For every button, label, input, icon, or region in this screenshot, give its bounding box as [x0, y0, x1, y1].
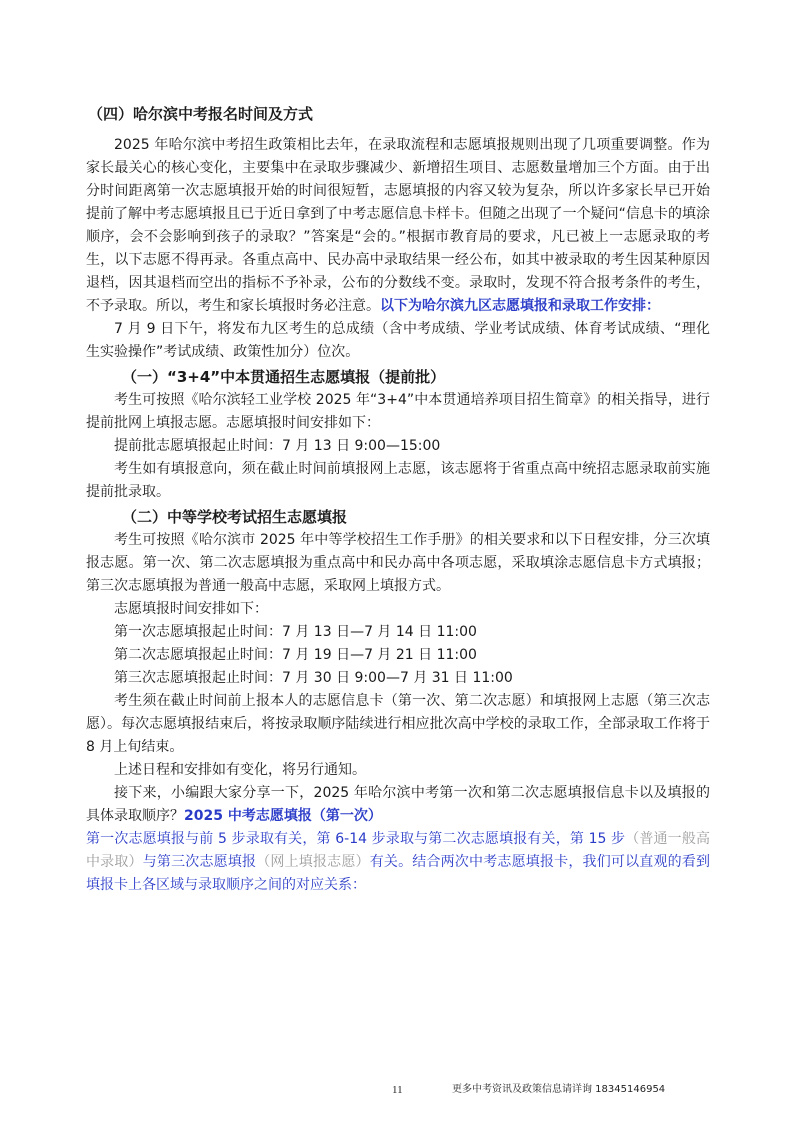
section1-paragraph: 考生可按照《哈尔滨轻工业学校 2025 年“3+4”中本贯通培养项目招生简章》的相关指导，进行提前批网上填报志愿。志愿填报时间安排如下：: [86, 392, 710, 431]
order-text-3: 有关。结合两次中考志愿填报卡，我们可以直观的看到填报卡上各区域与录取顺序之间的对应关系：: [86, 854, 711, 893]
closing-title: 2025 中考志愿填报（第一次）: [184, 808, 382, 824]
score-notice-paragraph: 7 月 9 日下午，将发布九区考生的总成绩（含中考成绩、学业考试成绩、体育考试成绩、“理化生实验操作”考试成绩、政策性加分）位次。: [86, 321, 710, 360]
page-number: 11: [392, 1084, 403, 1096]
intro-paragraph: [86, 134, 710, 318]
closing-glyph: ？: [170, 808, 184, 824]
section2-title: （二）中等学校考试招生志愿填报: [122, 508, 348, 526]
closing-paragraph: [86, 782, 710, 828]
schedule-item: 第一次志愿填报起止时间：7 月 13 日—7 月 14 日 11:00: [114, 624, 477, 640]
closing-lead: 接下来，小编跟大家分享一下，2025 年哈尔滨中考第一次和第二次志愿填报信息卡以及填报的具体录取顺序: [86, 785, 710, 824]
order-text-1: 第一次志愿填报与前 5 步录取有关，第 6-14 步录取与第二次志愿填报有关，第 15 步: [86, 831, 626, 847]
order-note-2: （网上填报志愿）: [256, 854, 370, 870]
intro-text: 2025 年哈尔滨中考招生政策相比去年，在录取流程和志愿填报规则出现了几项重要调整。作为家长最关心的核心变化，主要集中在录取步骤减少、新增招生项目、志愿数量增加三个方面。由于出分时间距离第一次志愿填报开始的时间很短暂，志愿填报的内容又较为复杂，所以许多家长早已开始提前了解中考志愿填报且已于近日拿到了中考志愿信息卡样卡。但随之出现了一个疑问“信息卡的填涂顺序，会不会影响到孩子的录取？”答案是“会的。”根据市教育局的要求，凡已被上一志愿录取的考生，以下志愿不得再录。各重点高中、民办高中录取结果一经公布，如其中被录取的考生因某种原因退档，因其退档而空出的指标不予补录，公布的分数线不变。录取时，发现不符合报考条件的考生，不予录取。所以，考生和家长填报时务必注意。: [86, 137, 710, 314]
section2-paragraph-3: 上述日程和安排如有变化，将另行通知。: [114, 762, 366, 778]
section1-deadline: 提前批志愿填报起止时间：7 月 13 日 9:00—15:00: [114, 438, 441, 454]
section1-title: （一）“3+4”中本贯通招生志愿填报（提前批）: [122, 368, 446, 386]
order-text-2: 与第三次志愿填报: [142, 854, 257, 870]
section1-paragraph-2: 考生如有填报意向，须在截止时间前填报网上志愿，该志愿将于省重点高中统招志愿录取前实施提前批录取。: [86, 461, 710, 500]
intro-highlight: 以下为哈尔滨九区志愿填报和录取工作安排：: [380, 298, 660, 314]
schedule-item: 第二次志愿填报起止时间：7 月 19 日—7 月 21 日 11:00: [114, 647, 477, 663]
section2-paragraph: 考生可按照《哈尔滨市 2025 年中等学校招生工作手册》的相关要求和以下日程安排，分三次填报志愿。第一次、第二次志愿填报为重点高中和民办高中各项志愿，采取填涂志愿信息卡方式填报；第三次志愿填报为普通一般高中志愿，采取网上填报方式。: [86, 532, 710, 594]
schedule-item: 第三次志愿填报起止时间：7 月 30 日 9:00—7 月 31 日 11:00: [114, 670, 513, 686]
footer-contact-note: 更多中考资讯及政策信息请详询 18345146954: [452, 1084, 666, 1095]
section-heading: （四）哈尔滨中考报名时间及方式: [88, 105, 314, 123]
document-body: [86, 102, 710, 897]
order-note-1: （普通一般高中录取）: [86, 831, 710, 870]
order-paragraph: [86, 828, 710, 897]
section2-paragraph-2: 考生须在截止时间前上报本人的志愿信息卡（第一次、第二次志愿）和填报网上志愿（第三次志愿）。每次志愿填报结束后，将按录取顺序陆续进行相应批次高中学校的录取工作，全部录取工作将于 8 月上旬结束。: [86, 693, 710, 755]
schedule-title: 志愿填报时间安排如下：: [114, 601, 268, 617]
